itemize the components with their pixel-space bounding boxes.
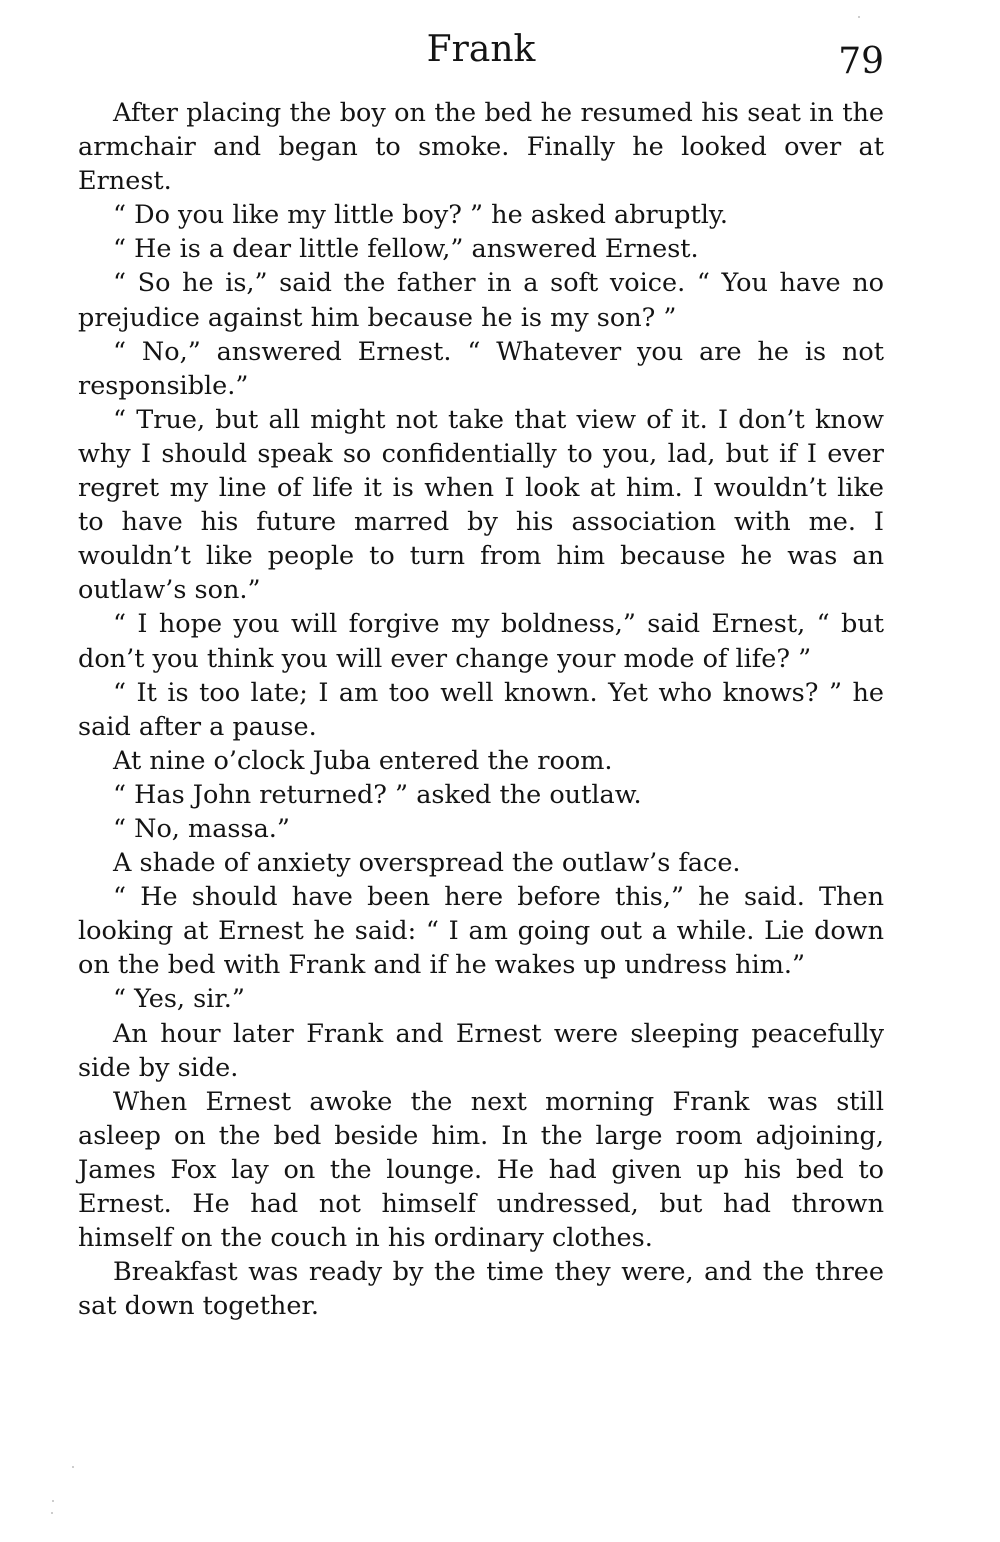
page-number: 79	[838, 41, 884, 82]
paragraph: “ No,” answered Ernest. “ Whatever you are he is not responsible.”	[78, 336, 884, 401]
paragraph: “ He should have been here before this,” he said. Then looking at Ernest he said: “ I am going out a while. Lie down on the bed with Frank and if he wakes up undress him.”	[78, 882, 884, 981]
paragraph: “ So he is,” said the father in a soft voice. “ You have no prejudice against him because he is my son? ”	[78, 268, 884, 333]
scan-speck	[72, 1466, 74, 1468]
paragraph: An hour later Frank and Ernest were sleeping peacefully side by side.	[78, 1018, 884, 1083]
scan-speck	[52, 1500, 54, 1502]
paragraph: A shade of anxiety overspread the outlaw’s face.	[113, 848, 741, 879]
scan-speck	[858, 16, 860, 18]
paragraph: Breakfast was ready by the time they were, and the three sat down together.	[78, 1257, 884, 1322]
paragraph: “ He is a dear little fellow,” answered Ernest.	[113, 234, 699, 265]
paragraph: When Ernest awoke the next morning Frank was still asleep on the bed beside him. In the large room adjoining, James Fox lay on the lounge. He had given up his bed to Ernest. He had not himself undressed, but had thrown himself on the couch in his ordinary clothes.	[78, 1086, 884, 1254]
paragraph: “ Yes, sir.”	[113, 984, 245, 1015]
paragraph: “ Has John returned? ” asked the outlaw.	[113, 779, 642, 810]
running-head	[78, 30, 884, 86]
paragraph: “ It is too late; I am too well known. Yet who knows? ” he said after a pause.	[78, 677, 884, 742]
scan-speck	[51, 1512, 53, 1514]
paragraph: After placing the boy on the bed he resumed his seat in the armchair and began to smoke. Finally he looked over at Ernest.	[78, 98, 884, 197]
paragraph: “ True, but all might not take that view of it. I don’t know why I should speak so confidentially to you, lad, but if I ever regret my line of life it is when I look at him. I wouldn’t like to have his future marred by his association with me. I wouldn’t like people to turn from him because he was an outlaw’s son.”	[78, 404, 884, 606]
paragraph: “ I hope you will forgive my boldness,” said Ernest, “ but don’t you think you will ever change your mode of life? ”	[78, 609, 884, 674]
paragraph: At nine o’clock Juba entered the room.	[113, 745, 613, 776]
body-text	[78, 96, 884, 1323]
paragraph: “ No, massa.”	[113, 813, 290, 844]
running-title: Frank	[426, 29, 536, 70]
paragraph: “ Do you like my little boy? ” he asked abruptly.	[113, 200, 729, 231]
